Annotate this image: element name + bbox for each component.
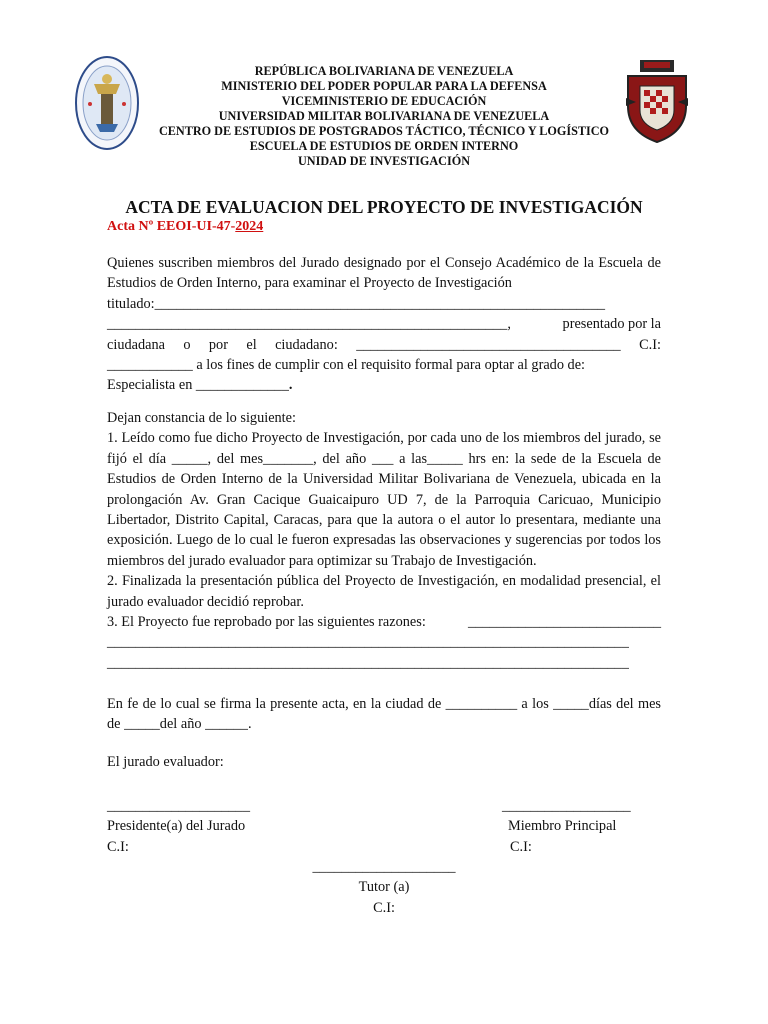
intro-text: Quienes suscriben miembros del Jurado designado por el Consejo Académico de la Escuela de Estudios de Orden Interno, para examinar el Proyecto de Investigación xyxy=(107,255,661,292)
acta-prefix: Acta Nº EEOI-UI-47- xyxy=(107,219,236,234)
word: por xyxy=(208,336,228,353)
period: . xyxy=(288,377,293,394)
header-line: VICEMINISTERIO DE EDUCACIÓN xyxy=(281,94,487,108)
header-line: UNIDAD DE INVESTIGACIÓN xyxy=(297,154,470,168)
word: ciudadano: xyxy=(275,336,338,353)
header-line: UNIVERSIDAD MILITAR BOLIVARIANA DE VENEZUELA xyxy=(218,109,550,123)
item-3-text: 3. El Proyecto fue reprobado por las siguientes razones: xyxy=(107,614,426,631)
citizen-name-blank: _____________________________________ xyxy=(356,336,621,353)
signature-role: Miembro Principal xyxy=(508,818,617,835)
university-seal-icon xyxy=(74,54,140,152)
signature-line: __________________ xyxy=(502,798,631,814)
constancia-item-2: 2. Finalizada la presentación pública del Proyecto de Investigación, en modalidad presencial, el jurado evaluador decidió reprobar. xyxy=(107,573,661,610)
word: o xyxy=(183,336,191,353)
header-line: CENTRO DE ESTUDIOS DE POSTGRADOS TÁCTICO, TÉCNICO Y LOGÍSTICO xyxy=(158,124,610,138)
specialist-field: Especialista en _____________ xyxy=(107,377,289,394)
constancia-heading: Dejan constancia de lo siguiente: xyxy=(107,410,296,426)
signature-president xyxy=(107,796,250,857)
signature-line: ____________________ xyxy=(107,798,250,814)
signature-ci: C.I: xyxy=(510,838,532,855)
intro-line-6 xyxy=(107,375,661,395)
header-line: ESCUELA DE ESTUDIOS DE ORDEN INTERNO xyxy=(249,139,519,153)
reasons-blank: ___________________________ xyxy=(467,614,661,631)
institution-header xyxy=(140,64,628,169)
jurado-label: El jurado evaluador: xyxy=(107,754,224,770)
constancia-section xyxy=(107,408,661,673)
signature-ci: C.I: xyxy=(373,899,395,916)
reasons-blank-line: _________________________________________________________________________ xyxy=(107,654,629,671)
constancia-item-1: 1. Leído como fue dicho Proyecto de Investigación, por cada uno de los miembros del jurado, se fijó el día _____, del mes_______, del año ___ a las_____ hrs en: la sede de la Escuela de Estudios de Orden Interno de la Universidad Militar Bolivariana de Venezuela, ubicada en la prolongación Av. Gran Cacique Guaicaipuro UD 7, de la Parroquia Caricuao, Municipio Libertador, Distrito Capital, Caracas, para que la autora o el autor lo presentara, mediante una exposición. Luego de lo cual le fueron expresadas las observaciones y sugerencias por todos los miembros del jurado evaluador para optimizar su Trabajo de Investigación. xyxy=(107,430,661,569)
acta-number xyxy=(107,219,263,235)
ci-label: C.I: xyxy=(639,336,661,353)
intro-line-3 xyxy=(107,314,661,334)
military-crest-icon xyxy=(626,58,688,144)
intro-paragraph xyxy=(107,253,661,396)
word: el xyxy=(246,336,257,353)
intro-line-5: ____________ a los fines de cumplir con el requisito formal para optar al grado de: xyxy=(107,357,586,374)
titulado-field: titulado:_______________________________________________________________ xyxy=(107,295,606,312)
header-line: REPÚBLICA BOLIVARIANA DE VENEZUELA xyxy=(254,64,514,78)
signature-role: Tutor (a) xyxy=(358,879,410,896)
signature-line: ____________________ xyxy=(312,859,456,875)
constancia-item-3 xyxy=(107,612,661,632)
signature-member xyxy=(502,796,631,857)
acta-year: 2024 xyxy=(235,219,264,234)
closing-paragraph: En fe de lo cual se firma la presente acta, en la ciudad de __________ a los _____días del mes de _____del año ______. xyxy=(107,696,661,733)
signature-ci: C.I: xyxy=(107,838,129,855)
reasons-blank-line: _________________________________________________________________________ xyxy=(107,634,629,651)
intro-line-4 xyxy=(107,335,661,355)
signature-role: Presidente(a) del Jurado xyxy=(107,818,246,835)
document-title: ACTA DE EVALUACION DEL PROYECTO DE INVESTIGACIÓN xyxy=(125,197,643,217)
signature-tutor xyxy=(0,857,768,918)
title-continuation-blank: ________________________________________________________, xyxy=(107,316,511,333)
presentado-text: presentado por la xyxy=(562,316,661,333)
word: ciudadana xyxy=(107,336,165,353)
header-line: MINISTERIO DEL PODER POPULAR PARA LA DEFENSA xyxy=(221,79,547,93)
